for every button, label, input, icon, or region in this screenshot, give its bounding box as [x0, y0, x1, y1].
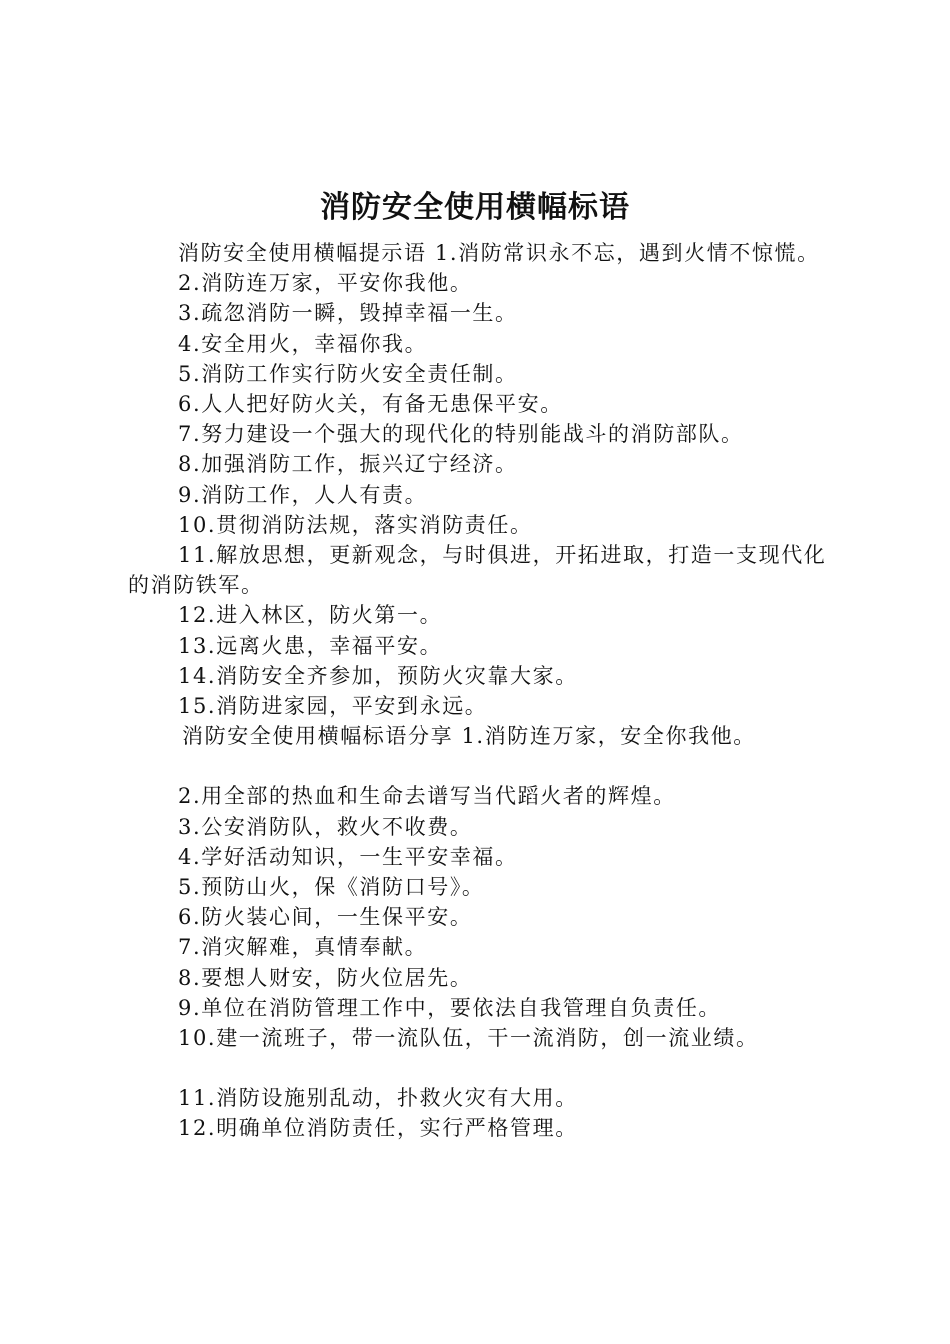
paragraph-7: 7.努力建设一个强大的现代化的特别能战斗的消防部队。 — [178, 422, 744, 447]
paragraph-12: 12.进入林区，防火第一。 — [178, 603, 443, 628]
paragraph-3: 3.疏忽消防一瞬，毁掉幸福一生。 — [178, 301, 518, 326]
paragraph-15: 15.消防进家园，平安到永远。 — [178, 694, 488, 719]
document-body — [128, 238, 834, 1144]
paragraph-16: 消防安全使用横幅标语分享 1.消防连万家，安全你我他。 — [182, 724, 756, 749]
paragraph-1: 消防安全使用横幅提示语 1.消防常识永不忘，遇到火情不惊慌。 — [178, 241, 820, 265]
paragraph-4: 4.安全用火，幸福你我。 — [178, 331, 428, 356]
paragraph-26: 10.建一流班子，带一流队伍，干一流消防，创一流业绩。 — [178, 1026, 759, 1051]
blank-line — [128, 1053, 834, 1083]
paragraph-20: 4.学好活动知识，一生平安幸福。 — [178, 844, 518, 869]
paragraph-5: 5.消防工作实行防火安全责任制。 — [178, 361, 518, 386]
paragraph-25: 9.单位在消防管理工作中，要依法自我管理自负责任。 — [178, 995, 722, 1020]
paragraph-6: 6.人人把好防火关，有备无患保平安。 — [178, 392, 563, 417]
paragraph-8: 8.加强消防工作，振兴辽宁经济。 — [178, 452, 518, 477]
paragraph-2: 2.消防连万家，平安你我他。 — [178, 271, 473, 296]
paragraph-21: 5.预防山火，保《消防口号》。 — [178, 875, 485, 900]
blank-line — [128, 751, 834, 781]
paragraph-14: 14.消防安全齐参加，预防火灾靠大家。 — [178, 663, 578, 688]
paragraph-9: 9.消防工作，人人有责。 — [178, 482, 428, 507]
paragraph-10: 10.贯彻消防法规，落实消防责任。 — [178, 512, 533, 537]
paragraph-29: 12.明确单位消防责任，实行严格管理。 — [178, 1116, 578, 1141]
paragraph-23: 7.消灾解难，真情奉献。 — [178, 935, 428, 960]
paragraph-28: 11.消防设施别乱动，扑救火灾有大用。 — [178, 1086, 578, 1111]
paragraph-24: 8.要想人财安，防火位居先。 — [178, 965, 473, 990]
paragraph-19: 3.公安消防队，救火不收费。 — [178, 814, 473, 839]
paragraph-22: 6.防火装心间，一生保平安。 — [178, 905, 473, 930]
document-title: 消防安全使用横幅标语 — [320, 190, 630, 225]
paragraph-13: 13.远离火患，幸福平安。 — [178, 633, 443, 658]
paragraph-18: 2.用全部的热血和生命去谱写当代蹈火者的辉煌。 — [178, 784, 676, 809]
paragraph-11: 11.解放思想，更新观念，与时俱进，开拓进取，打造一支现代化的消防铁军。 — [128, 543, 827, 598]
